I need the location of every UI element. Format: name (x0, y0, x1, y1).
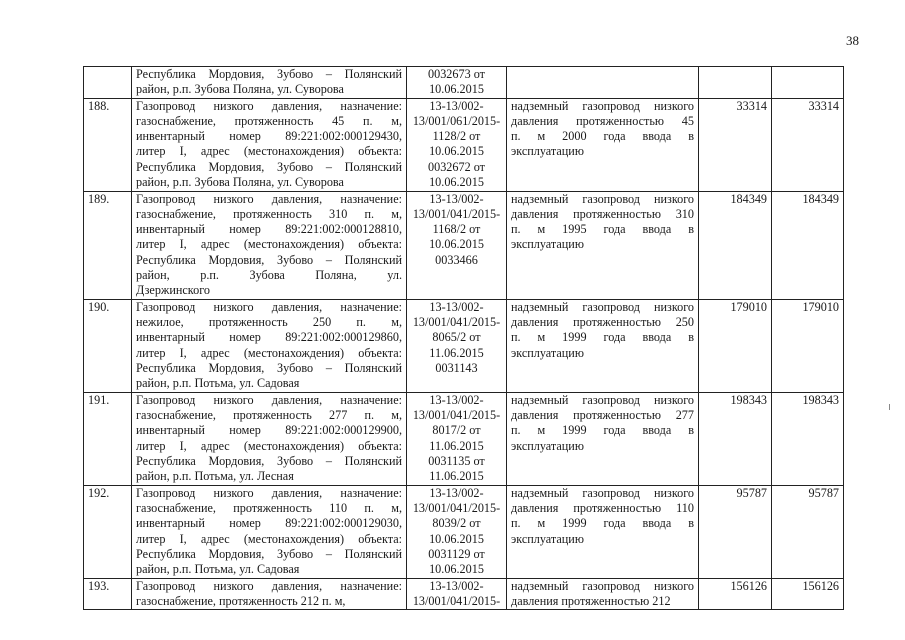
object-description (132, 485, 407, 578)
registration-record-line: 1128/2 от (432, 129, 481, 144)
row-number (84, 98, 132, 191)
registration-record-line: 11.06.2015 (429, 345, 484, 360)
object-characteristics-line: надземный газопровод низкого (511, 299, 694, 314)
scan-mark (889, 404, 890, 410)
registration-record-line: 13-13/002- (429, 578, 484, 593)
registration-record-line: 13-13/002- (429, 191, 484, 206)
registration-record-line: 13/001/041/2015- (412, 314, 501, 329)
registration-record-line: 10.06.2015 (429, 82, 484, 97)
object-description-line: инвентарный номер 89:221:002:000129430, (136, 129, 402, 144)
object-description-line: инвентарный номер 89:221:002:000128810, (136, 222, 402, 237)
registration-record (407, 392, 507, 485)
registration-record-line: 10.06.2015 (429, 237, 484, 252)
object-description-line: газоснабжение, протяженность 110 п. м, (136, 500, 402, 515)
property-register-table (83, 66, 844, 610)
object-description-line: литер I, адрес (местонахождения) объекта: (136, 237, 402, 252)
registration-record-line: 0031129 от (428, 546, 485, 561)
object-description-line: Республика Мордовия, Зубово – Полянский (136, 360, 402, 375)
object-characteristics-line: надземный газопровод низкого (511, 392, 694, 407)
object-characteristics-line: давления протяженностью 110 (511, 500, 694, 515)
book-value-text: 156126 (730, 578, 767, 593)
row-number-text: 191. (88, 392, 110, 407)
object-characteristics-line: надземный газопровод низкого (511, 485, 694, 500)
row-number (84, 485, 132, 578)
registration-record-line: 0032673 от (428, 67, 485, 81)
registration-record (407, 299, 507, 392)
registration-record-line: 13-13/002- (429, 392, 484, 407)
registration-record-line: 13/001/041/2015- (412, 500, 501, 515)
book-value-text: 95787 (736, 485, 767, 500)
object-characteristics-line: надземный газопровод низкого (511, 578, 694, 593)
table-row (84, 392, 844, 485)
registration-record-line: 1168/2 от (432, 222, 481, 237)
object-description-line: газоснабжение, протяженность 45 п. м, (136, 113, 402, 128)
book-value (699, 485, 772, 578)
object-characteristics-line: п. м 1999 года ввода в (511, 423, 694, 438)
residual-value (772, 299, 844, 392)
book-value (699, 299, 772, 392)
row-number (84, 392, 132, 485)
object-characteristics (507, 299, 699, 392)
registration-record (407, 98, 507, 191)
row-number (84, 67, 132, 99)
registration-record-line: 0032672 от (428, 159, 485, 174)
table-row (84, 578, 844, 610)
object-characteristics (507, 98, 699, 191)
object-description-line: инвентарный номер 89:221:002:000129900, (136, 423, 402, 438)
object-characteristics (507, 67, 699, 99)
object-description-line: Республика Мордовия, Зубово – Полянский (136, 67, 402, 81)
registration-record-line: 10.06.2015 (429, 144, 484, 159)
row-number-text: 189. (88, 191, 110, 206)
object-description-line: Республика Мордовия, Зубово – Полянский (136, 453, 402, 468)
registration-record-line: 8017/2 от (432, 423, 481, 438)
object-description (132, 392, 407, 485)
object-description-line: район, р.п. Потьма, ул. Садовая (136, 376, 300, 391)
object-description-line: инвентарный номер 89:221:002:000129030, (136, 516, 402, 531)
book-value (699, 392, 772, 485)
object-description-line: район, р.п. Потьма, ул. Лесная (136, 469, 294, 484)
object-description-line: литер I, адрес (местонахождения) объекта: (136, 438, 402, 453)
registration-record (407, 578, 507, 610)
object-characteristics-line: п. м 2000 года ввода в (511, 129, 694, 144)
object-characteristics (507, 392, 699, 485)
registration-record-line: 0031143 (435, 360, 478, 375)
object-description-line: Газопровод низкого давления, назначение: (136, 578, 402, 593)
book-value-text: 198343 (730, 392, 767, 407)
object-description-line: Республика Мордовия, Зубово – Полянский (136, 252, 402, 267)
object-characteristics-line: эксплуатацию (511, 531, 584, 546)
object-description-line: Дзержинского (136, 283, 210, 298)
row-number (84, 191, 132, 299)
object-description-line: район, р.п. Потьма, ул. Садовая (136, 562, 300, 577)
residual-value (772, 578, 844, 610)
object-characteristics-line: эксплуатацию (511, 144, 584, 159)
table-row (84, 67, 844, 99)
object-description-line: Газопровод низкого давления, назначение: (136, 98, 402, 113)
table-row (84, 191, 844, 299)
object-description-line: газоснабжение, протяженность 277 п. м, (136, 407, 402, 422)
residual-value-text: 95787 (808, 485, 839, 500)
object-description-line: Республика Мордовия, Зубово – Полянский (136, 159, 402, 174)
registration-record-line: 13-13/002- (429, 485, 484, 500)
residual-value (772, 392, 844, 485)
residual-value-text: 33314 (808, 98, 839, 113)
object-description-line: литер I, адрес (местонахождения) объекта: (136, 144, 402, 159)
object-description-line: Газопровод низкого давления, назначение: (136, 191, 402, 206)
row-number-text: 193. (88, 578, 110, 593)
page-number: 38 (846, 33, 859, 48)
residual-value (772, 191, 844, 299)
object-characteristics-line: давления протяженностью 212 (511, 593, 671, 608)
object-description-line: Республика Мордовия, Зубово – Полянский (136, 546, 402, 561)
registration-record-line: 0033466 (435, 252, 478, 267)
registration-record-line: 10.06.2015 (429, 175, 484, 190)
object-description-line: Газопровод низкого давления, назначение: (136, 299, 402, 314)
object-description-line: литер I, адрес (местонахождения) объекта: (136, 345, 402, 360)
row-number (84, 299, 132, 392)
book-value (699, 67, 772, 99)
book-value-text: 179010 (730, 299, 767, 314)
registration-record-line: 8039/2 от (432, 516, 481, 531)
row-number-text: 188. (88, 98, 110, 113)
object-description (132, 191, 407, 299)
row-number (84, 578, 132, 610)
object-description (132, 67, 407, 99)
registration-record-line: 13/001/041/2015- (412, 593, 501, 608)
object-characteristics (507, 191, 699, 299)
object-description-line: нежилое, протяженность 250 п. м, (136, 314, 402, 329)
object-description-line: район, р.п. Зубова Поляна, ул. Суворова (136, 175, 344, 190)
book-value (699, 578, 772, 610)
residual-value-text: 184349 (802, 191, 839, 206)
registration-record-line: 10.06.2015 (429, 562, 484, 577)
registration-record-line: 10.06.2015 (429, 531, 484, 546)
object-description-line: район, р.п. Зубова Поляна, ул. Суворова (136, 82, 344, 97)
registration-record-line: 13/001/041/2015- (412, 407, 501, 422)
object-description-line: газоснабжение, протяженность 310 п. м, (136, 206, 402, 221)
residual-value-text: 156126 (802, 578, 839, 593)
registration-record-line: 13/001/041/2015- (412, 206, 501, 221)
table-row (84, 98, 844, 191)
registration-record-line: 13-13/002- (429, 98, 484, 113)
object-description-line: район, р.п. Зубова Поляна, ул. (136, 268, 402, 283)
row-number-text: 190. (88, 299, 110, 314)
object-characteristics-line: п. м 1995 года ввода в (511, 222, 694, 237)
residual-value-text: 179010 (802, 299, 839, 314)
row-number-text: 192. (88, 485, 110, 500)
registration-record-line: 11.06.2015 (429, 438, 484, 453)
table-row (84, 299, 844, 392)
object-description-line: Газопровод низкого давления, назначение: (136, 485, 402, 500)
object-description-line: Газопровод низкого давления, назначение: (136, 392, 402, 407)
object-characteristics-line: п. м 1999 года ввода в (511, 330, 694, 345)
object-description-line: литер I, адрес (местонахождения) объекта: (136, 531, 402, 546)
object-characteristics (507, 485, 699, 578)
registration-record (407, 191, 507, 299)
book-value (699, 191, 772, 299)
object-description-line: газоснабжение, протяженность 212 п. м, (136, 593, 346, 608)
object-characteristics-line: эксплуатацию (511, 237, 584, 252)
residual-value (772, 67, 844, 99)
registration-record-line: 13-13/002- (429, 299, 484, 314)
object-characteristics-line: эксплуатацию (511, 345, 584, 360)
object-description (132, 98, 407, 191)
registration-record-line: 13/001/061/2015- (412, 113, 501, 128)
book-value (699, 98, 772, 191)
table-row (84, 485, 844, 578)
registration-record-line: 0031135 от (428, 453, 485, 468)
residual-value (772, 98, 844, 191)
residual-value-text: 198343 (802, 392, 839, 407)
object-characteristics-line: давления протяженностью 45 (511, 113, 694, 128)
registration-record-line: 11.06.2015 (429, 469, 484, 484)
object-description-line: инвентарный номер 89:221:002:000129860, (136, 330, 402, 345)
registration-record (407, 67, 507, 99)
object-description (132, 299, 407, 392)
object-characteristics-line: эксплуатацию (511, 438, 584, 453)
object-characteristics-line: п. м 1999 года ввода в (511, 516, 694, 531)
residual-value (772, 485, 844, 578)
registration-record (407, 485, 507, 578)
object-characteristics-line: надземный газопровод низкого (511, 98, 694, 113)
object-characteristics-line: давления протяженностью 250 (511, 314, 694, 329)
object-characteristics-line: давления протяженностью 310 (511, 206, 694, 221)
book-value-text: 184349 (730, 191, 767, 206)
object-description (132, 578, 407, 610)
object-characteristics (507, 578, 699, 610)
registration-record-line: 8065/2 от (432, 330, 481, 345)
object-characteristics-line: надземный газопровод низкого (511, 191, 694, 206)
book-value-text: 33314 (736, 98, 767, 113)
object-characteristics-line: давления протяженностью 277 (511, 407, 694, 422)
